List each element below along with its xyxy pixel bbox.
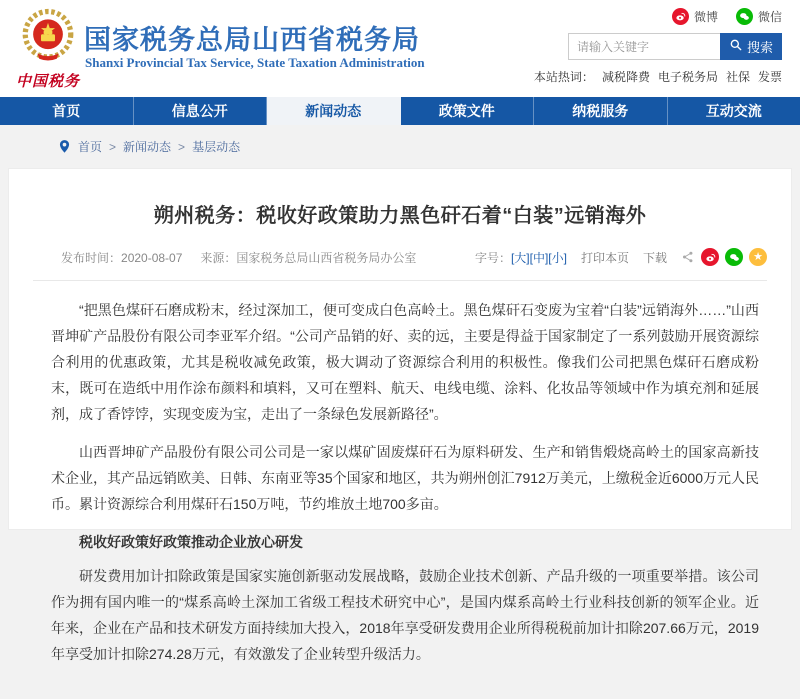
breadcrumb-separator: > (109, 140, 116, 154)
nav-item-policy-documents[interactable]: 政策文件 (401, 97, 535, 125)
qzone-star-glyph: ★ (753, 252, 763, 263)
hot-word-link[interactable]: 社保 (726, 68, 750, 85)
breadcrumb-home[interactable]: 首页 (78, 138, 102, 155)
share-weibo-icon[interactable] (701, 248, 719, 266)
hot-word-link[interactable]: 发票 (758, 68, 782, 85)
hot-words-label: 本站热词： (534, 68, 594, 85)
site-subtitle: Shanxi Provincial Tax Service, State Taxation Administration (85, 55, 425, 71)
main-nav (0, 97, 800, 125)
font-size-medium-button[interactable]: [中] (530, 251, 549, 265)
site-search (568, 33, 782, 60)
site-header (0, 0, 800, 97)
share-nodes-icon[interactable] (681, 250, 695, 264)
source-value: 国家税务总局山西省税务局办公室 (236, 251, 416, 265)
font-size-small-button[interactable]: [小] (548, 251, 567, 265)
hot-word-link[interactable]: 减税降费 (602, 68, 650, 85)
source-label: 来源： (200, 251, 236, 265)
wechat-icon (736, 8, 753, 25)
weibo-icon (672, 8, 689, 25)
article-body (9, 281, 791, 699)
nav-item-home[interactable]: 首页 (0, 97, 134, 125)
breadcrumb-separator: > (178, 140, 185, 154)
hot-words-row (534, 68, 782, 85)
breadcrumb (0, 125, 800, 168)
wechat-link[interactable] (736, 8, 782, 25)
print-page-button[interactable]: 打印本页 (581, 249, 629, 266)
share-qzone-icon[interactable] (749, 248, 767, 266)
article-meta-row (9, 228, 791, 276)
font-size-label: 字号： (475, 251, 511, 265)
download-button[interactable]: 下载 (643, 249, 667, 266)
header-logo-link[interactable] (16, 8, 80, 91)
wechat-label: 微信 (758, 8, 782, 25)
share-wechat-icon[interactable] (725, 248, 743, 266)
breadcrumb-news[interactable]: 新闻动态 (123, 138, 171, 155)
weibo-label: 微博 (694, 8, 718, 25)
article-meta-left (61, 249, 416, 266)
search-button[interactable] (720, 33, 782, 60)
weibo-link[interactable] (672, 8, 718, 25)
search-icon (729, 38, 743, 55)
sns-links (672, 8, 782, 25)
search-button-label: 搜索 (747, 37, 773, 56)
hot-word-link[interactable]: 电子税务局 (658, 68, 718, 85)
breadcrumb-current[interactable]: 基层动态 (192, 138, 240, 155)
font-size-large-button[interactable]: [大] (511, 251, 530, 265)
article-card (8, 168, 792, 530)
nav-item-info-disclosure[interactable]: 信息公开 (134, 97, 268, 125)
article-meta-right (475, 248, 767, 266)
nav-item-tax-services[interactable]: 纳税服务 (534, 97, 668, 125)
search-input[interactable] (568, 33, 720, 60)
location-pin-icon (58, 139, 71, 154)
site-title: 国家税务总局山西省税务局 (84, 18, 420, 57)
logo-caption: 中国税务 (16, 70, 80, 91)
publish-time-value: 2020-08-07 (121, 251, 182, 265)
publish-time-label: 发布时间： (61, 251, 121, 265)
nav-item-news[interactable]: 新闻动态 (267, 97, 401, 125)
article-subheading: 税收好政策好政策推动企业放心研发 (51, 529, 759, 555)
tax-emblem-icon (20, 51, 76, 68)
share-icons (681, 248, 767, 266)
article-paragraph: 研发费用加计扣除政策是国家实施创新驱动发展战略，鼓励企业技术创新、产品升级的一项重要举措。该公司作为拥有国内唯一的“煤系高岭土深加工省级工程技术研究中心”，是国内煤系高岭土行业科技创新的领军企业。近年来，企业在产品和技术研发方面持续加大投入，2018年享受研发费用企业所得税税前加计扣除207.66万元，2019年享受加计扣除274.28万元，有效激发了企业转型升级活力。 (51, 563, 759, 667)
nav-item-interaction[interactable]: 互动交流 (668, 97, 800, 125)
article-paragraph: 山西晋坤矿产品股份有限公司公司是一家以煤矿固废煤矸石为原料研发、生产和销售煅烧高岭土的国家高新技术企业，其产品远销欧美、日韩、东南亚等35个国家和地区，共为朔州创汇7912万美元，上缴税金近6000万元人民币。累计资源综合利用煤矸石150万吨，节约堆放土地700多亩。 (51, 439, 759, 517)
article-paragraph: “把黑色煤矸石磨成粉末，经过深加工，便可变成白色高岭土。黑色煤矸石变废为宝着“白装”远销海外……”山西晋坤矿产品股份有限公司李亚军介绍。“公司产品销的好、卖的远，主要是得益于国家制定了一系列鼓励开展资源综合利用的优惠政策，尤其是税收减免政策，极大调动了资源综合利用的积极性。像我们公司把黑色煤矸石磨成粉末，既可在造纸中用作涂布颜料和填料，又可在塑料、航天、电线电缆、涂料、化妆品等领域中作为填充剂和延展剂，成了香饽饽，实现变废为宝，走出了一条绿色发展新路径”。 (51, 297, 759, 427)
article-title: 朔州税务：税收好政策助力黑色矸石着“白装”远销海外 (9, 169, 791, 228)
